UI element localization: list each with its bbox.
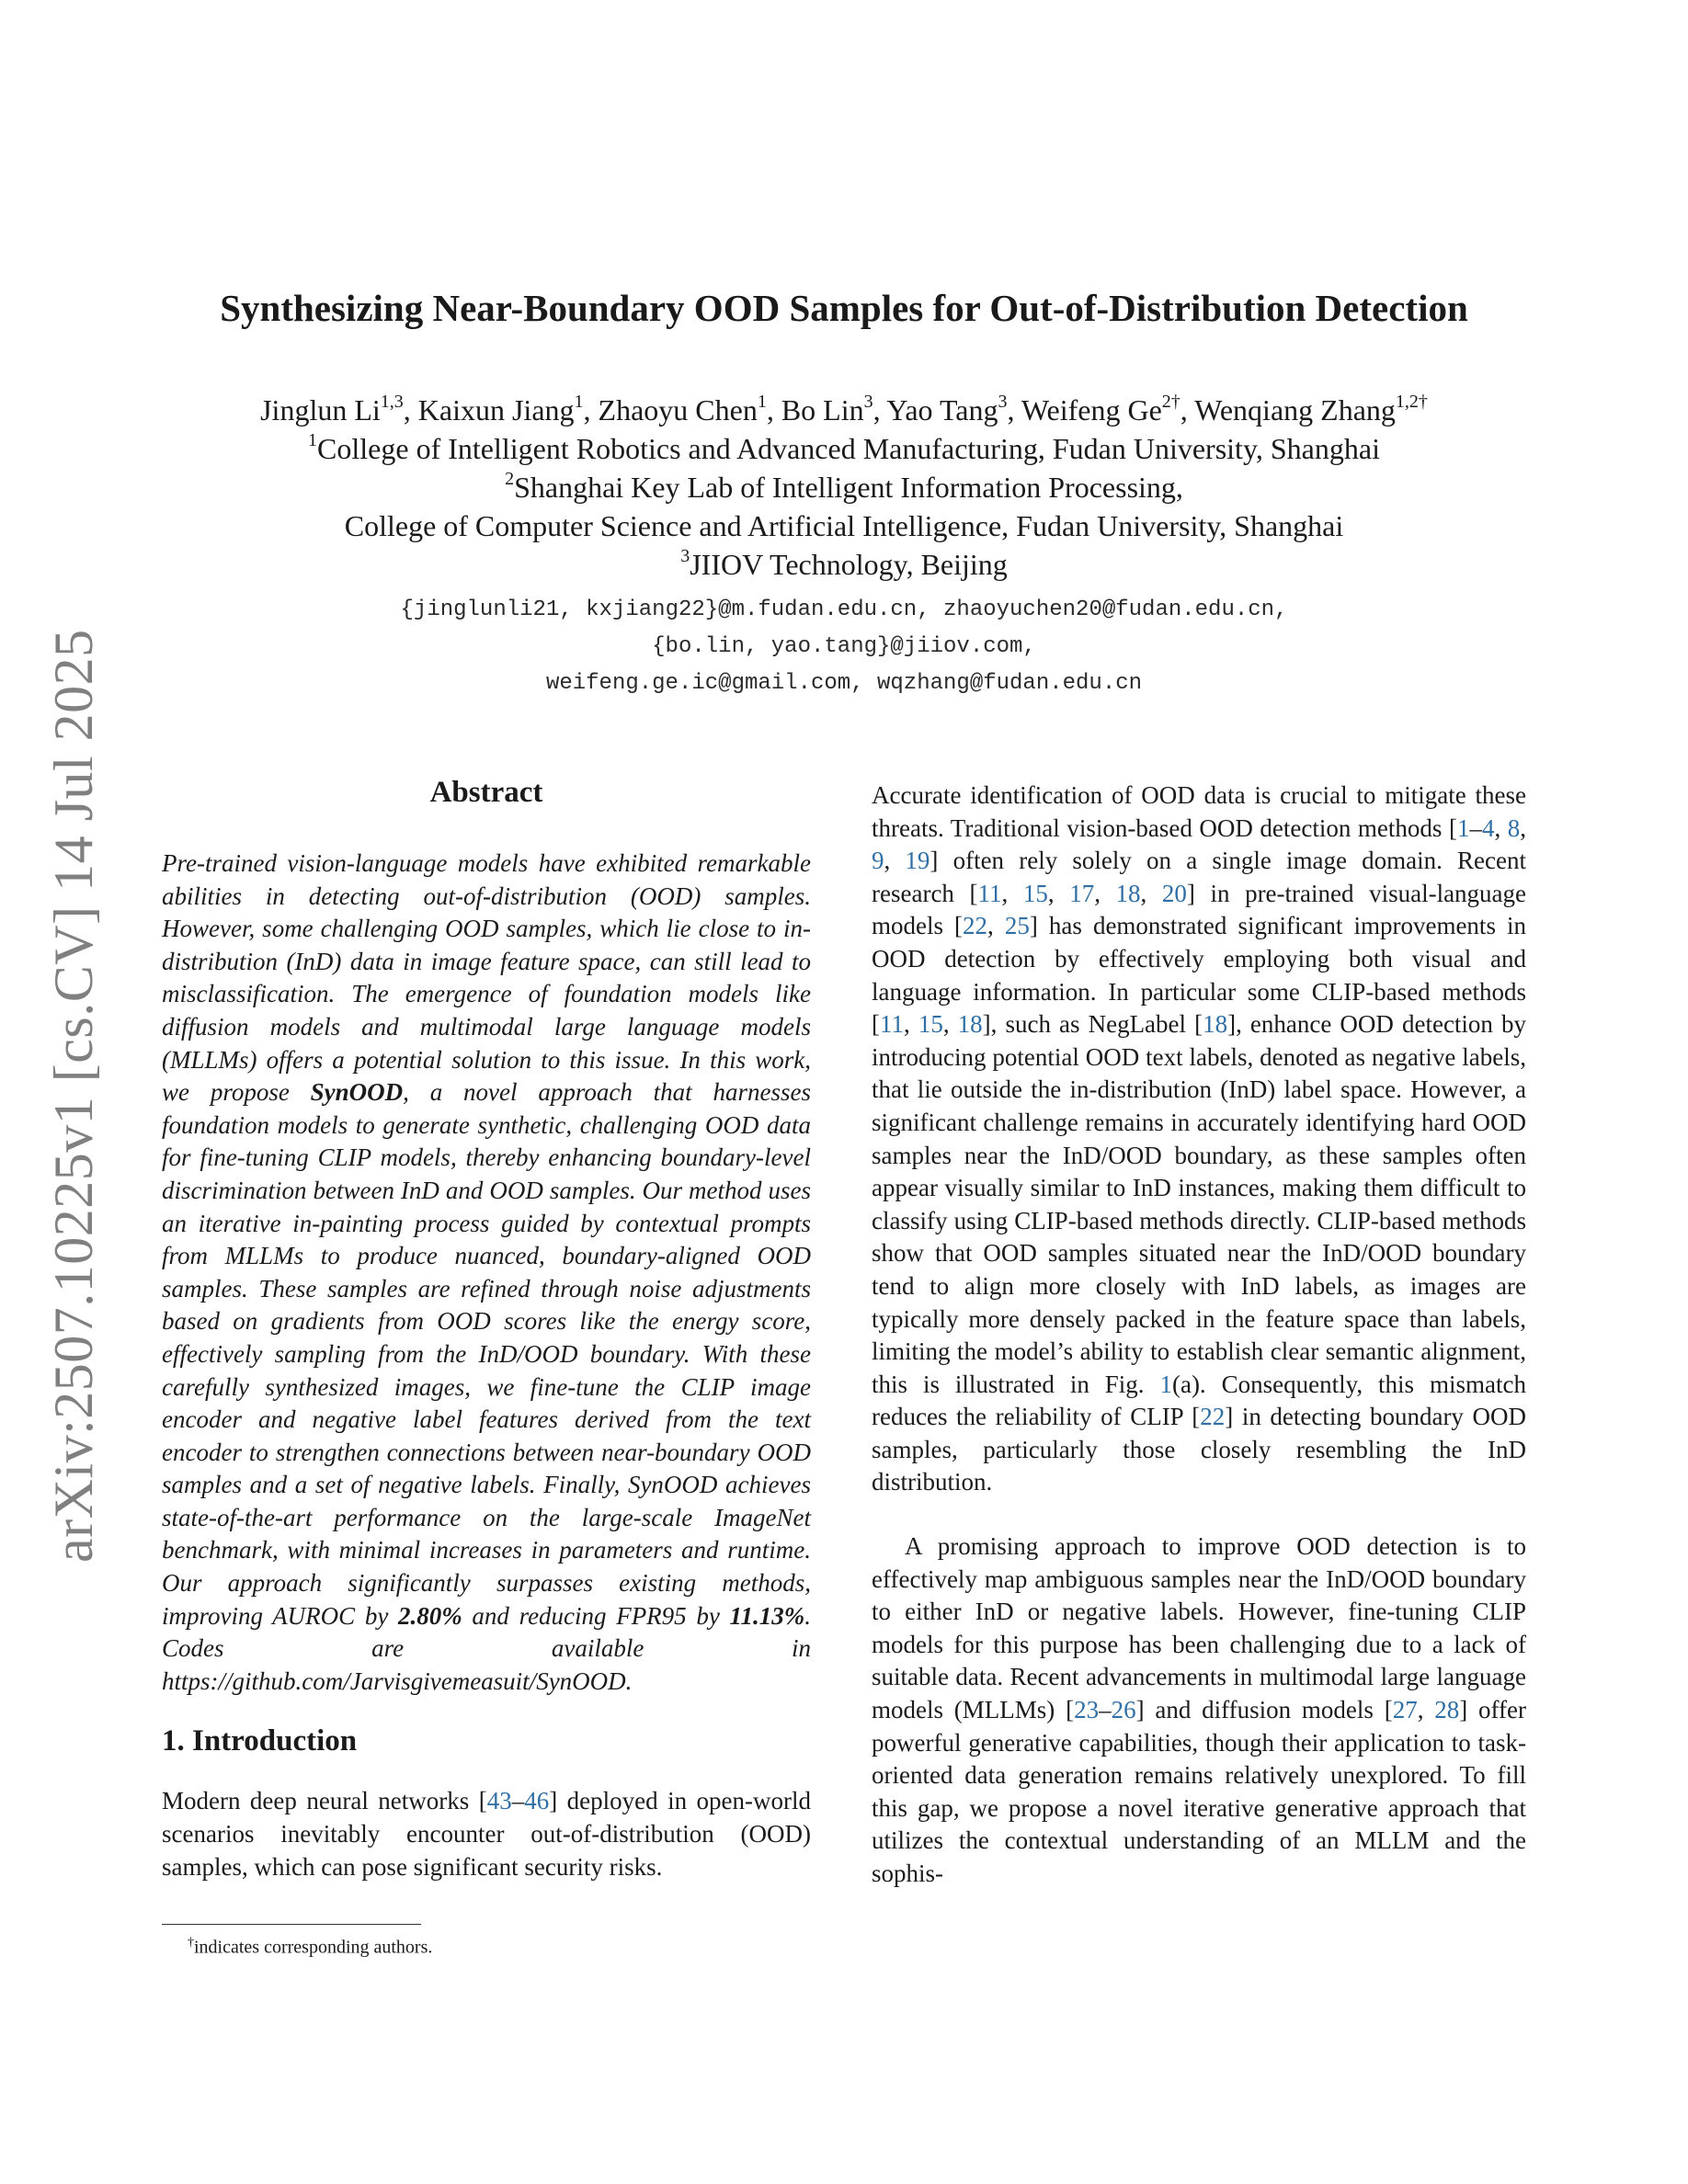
text-span: ] and diffusion models [: [1135, 1696, 1393, 1724]
author-name: , Kaixun Jiang: [403, 393, 575, 427]
right-column: [872, 779, 1526, 1891]
text-span: ], enhance OOD detection by introducing potential OOD text labels, denoted as negative labels, that lie outside the in-distribution (InD) label space. However, a significant challenge remains in accurately identifying hard OOD samples near the InD/OOD boundary, as these samples often appear visually similar to InD instances, making them difficult to classify using CLIP-based methods directly. CLIP-based methods show that OOD samples situated near the InD/OOD boundary tend to align more closely with InD labels, as images are typically more densely packed in the feature space than labels, limiting the model’s ability to establish clear semantic alignment, this is illustrated in Fig.: [872, 1010, 1526, 1398]
affiliation-sup: 1: [308, 430, 318, 451]
author-sup: 3: [863, 392, 873, 413]
citation-link[interactable]: 9: [872, 847, 884, 875]
affiliation-sup: 3: [680, 546, 690, 567]
abstract-span: Pre-trained vision-language models have exhibited remarkable abilities in detecting out-of-distribution (OOD) samples. However, some challenging OOD samples, which lie close to in-distribution (InD) data in image feature space, can still lead to misclassification. The emergence of foundation models like diffusion models and multimodal large language models (MLLMs) offers a potential solution to this issue. In this work, we propose: [162, 849, 811, 1107]
text-span: ] in pre-trained visual-language models [: [872, 879, 1527, 940]
author-name: , Zhaoyu Chen: [583, 393, 758, 427]
text-span: A promising approach to improve OOD detection is to effectively map ambiguous samples near the InD/OOD boundary to either InD or negative labels. However, fine-tuning CLIP models for this purpose has been challenging due to a lack of suitable data. Recent advancements in multimodal large language models (MLLMs) [: [872, 1532, 1526, 1724]
citation-link[interactable]: 18: [957, 1010, 983, 1039]
author-sup: 1: [757, 392, 767, 413]
author-name: , Bo Lin: [766, 393, 864, 427]
text-span: ] deployed in open-world scenarios inevitably encounter out-of-distribution (OOD) samples, which can pose significant security risks.: [162, 1787, 811, 1881]
author-name: Jinglun Li: [260, 393, 381, 427]
email-line: weifeng.ge.ic@gmail.com, wqzhang@fudan.edu.cn: [545, 671, 1143, 696]
affiliation-2b: College of Computer Science and Artificial Intelligence, Fudan University, Shanghai: [344, 509, 1344, 542]
citation-link[interactable]: 22: [1200, 1403, 1226, 1431]
affiliation-text: College of Intelligent Robotics and Advanced Manufacturing, Fudan University, Shanghai: [317, 432, 1380, 465]
affiliation-2a: [0, 468, 1688, 506]
auroc-value: 2.80%: [397, 1601, 462, 1630]
abstract-span: , a novel approach that harnesses foundation models to generate synthetic, challenging OOD data for fine-tuning CLIP models, thereby enhancing boundary-level discrimination between InD and OOD samples. Our method uses an iterative in-painting process guided by contextual prompts from MLLMs to produce nuanced, boundary-aligned OOD samples. These samples are refined through noise adjustments based on gradients from OOD scores like the energy score, effectively sampling from the InD/OOD boundary. With these carefully synthesized images, we fine-tune the CLIP image encoder and negative label features derived from the text encoder to strengthen connections between near-boundary OOD samples and a set of negative labels. Finally, SynOOD achieves state-of-the-art performance on the large-scale ImageNet benchmark, with minimal increases in parameters and runtime. Our approach significantly surpasses existing methods, improving AUROC by: [162, 1078, 811, 1630]
left-column: [162, 774, 811, 1883]
email-line: {bo.lin, yao.tang}@jiiov.com,: [652, 634, 1036, 659]
author-sup: 2†: [1161, 392, 1180, 413]
text-span: Modern deep neural networks [: [162, 1787, 487, 1815]
figure-link[interactable]: 1: [1159, 1370, 1172, 1398]
text-span: ,: [904, 1010, 918, 1039]
email-line: {jinglunli21, kxjiang22}@m.fudan.edu.cn, zhaoyuchen20@fudan.edu.cn,: [400, 597, 1288, 622]
text-span: –: [511, 1787, 525, 1815]
abstract-span: . Codes are available in https://github.com/Jarvisgivemeasuit/SynOOD.: [162, 1601, 812, 1695]
citation-link[interactable]: 28: [1434, 1696, 1460, 1724]
fpr-value: 11.13%: [729, 1601, 805, 1630]
abstract-heading: Abstract: [429, 776, 543, 809]
text-span: ,: [1047, 879, 1070, 907]
text-span: –: [1099, 1696, 1112, 1724]
intro-paragraph: [162, 1785, 811, 1883]
text-span: ,: [1140, 879, 1162, 907]
citation-link[interactable]: 27: [1392, 1696, 1418, 1724]
citation-link[interactable]: 17: [1069, 879, 1095, 907]
citation-link[interactable]: 26: [1111, 1696, 1136, 1724]
text-span: ,: [1094, 879, 1116, 907]
text-span: ,: [1494, 813, 1508, 842]
text-span: (a). Consequently, this mismatch reduces the reliability of CLIP [: [872, 1370, 1526, 1431]
text-span: ,: [987, 912, 1005, 940]
author-sup: 1,2†: [1395, 392, 1428, 413]
intro-paragraph: [872, 1530, 1526, 1891]
citation-link[interactable]: 19: [905, 847, 930, 875]
authors-affiliations: [0, 391, 1688, 584]
citation-link[interactable]: 11: [880, 1010, 904, 1039]
text-span: ], such as NegLabel [: [982, 1010, 1203, 1039]
author-sup: 1,3: [380, 392, 404, 413]
citation-link[interactable]: 25: [1004, 912, 1030, 940]
citation-link[interactable]: 4: [1481, 813, 1495, 842]
citation-link[interactable]: 18: [1115, 879, 1141, 907]
text-span: ,: [942, 1010, 958, 1039]
citation-link[interactable]: 15: [918, 1010, 943, 1039]
affiliation-1: [0, 429, 1688, 468]
footnote-mark: †: [188, 1936, 194, 1950]
citation-link[interactable]: 20: [1161, 879, 1187, 907]
footnote-divider: [162, 1924, 421, 1925]
citation-link[interactable]: 23: [1074, 1696, 1100, 1724]
abstract-span: and reducing FPR95 by: [462, 1601, 730, 1630]
author-sup: 1: [574, 392, 584, 413]
citation-link[interactable]: 8: [1507, 813, 1521, 842]
text-span: –: [1469, 813, 1482, 842]
affiliation-text: Shanghai Key Lab of Intelligent Information Processing,: [514, 471, 1183, 504]
intro-paragraph: [872, 779, 1526, 1499]
text-span: ,: [1417, 1696, 1435, 1724]
text-span: ] has demonstrated significant improvements in OOD detection by effectively employing both visual and language information. In particular some CLIP-based methods [: [872, 912, 1526, 1039]
text-span: ,: [1001, 879, 1023, 907]
paper-title: Synthesizing Near-Boundary OOD Samples for Out-of-Distribution Detection: [220, 287, 1468, 329]
section-heading-introduction: 1. Introduction: [162, 1724, 358, 1758]
affiliation-sup: 2: [505, 469, 515, 490]
affiliation-3: [0, 545, 1688, 584]
citation-link[interactable]: 1: [1456, 813, 1470, 842]
abstract-text: [162, 847, 811, 1698]
author-name: , Wenqiang Zhang: [1180, 393, 1396, 427]
author-name: , Yao Tang: [873, 393, 998, 427]
citation-link[interactable]: 22: [963, 912, 988, 940]
text-span: ,: [884, 847, 906, 875]
author-emails: [0, 592, 1688, 702]
method-name: SynOOD: [310, 1078, 404, 1107]
text-span: Accurate identification of OOD data is crucial to mitigate these threats. Traditional vision-based OOD detection methods [: [872, 781, 1526, 842]
citation-link[interactable]: 15: [1022, 879, 1048, 907]
author-sup: 3: [998, 392, 1008, 413]
author-list: [0, 391, 1688, 429]
text-span: ,: [1520, 813, 1527, 842]
citation-link[interactable]: 46: [524, 1787, 550, 1815]
citation-link[interactable]: 43: [486, 1787, 512, 1815]
citation-link[interactable]: 11: [977, 879, 1002, 907]
footnote-text: indicates corresponding authors.: [194, 1937, 433, 1958]
affiliation-text: JIIOV Technology, Beijing: [690, 548, 1008, 581]
text-span: ] often rely solely on a single image domain. Recent research [: [872, 847, 1526, 907]
text-span: ] in detecting boundary OOD samples, particularly those closely resembling the InD distribution.: [872, 1403, 1526, 1496]
author-name: , Weifeng Ge: [1007, 393, 1162, 427]
citation-link[interactable]: 18: [1203, 1010, 1228, 1039]
arxiv-side-stamp: arXiv:2507.10225v1 [cs.CV] 14 Jul 2025: [43, 629, 104, 1563]
footnote: [188, 1930, 432, 1961]
text-span: ] offer powerful generative capabilities, though their application to task-oriented data generation remains relatively unexplored. To fill this gap, we propose a novel iterative generative approach that utilizes the contextual understanding of an MLLM and the sophis-: [872, 1696, 1527, 1887]
